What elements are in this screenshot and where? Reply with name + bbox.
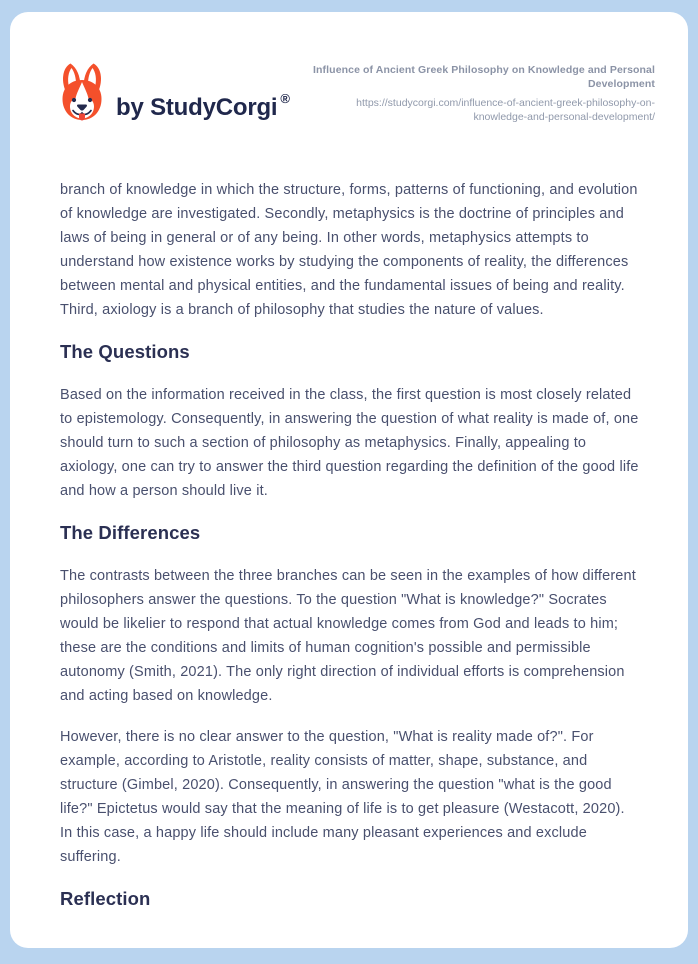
paragraph-branches-of-philosophy: branch of knowledge in which the structure, forms, patterns of functioning, and evolution of knowledge are investigated. Secondly, metaphysics is the doctrine of principles and laws of being in general or of any being. In other words, metaphysics attempts to understand how existence works by studying the components of reality, the differences between mental and physical entities, and the fundamental issues of being and reality. Third, axiology is a branch of philosophy that studies the nature of values. [60, 182, 638, 318]
document-card [10, 12, 688, 948]
registered-trademark-icon: ® [280, 91, 290, 106]
document-url-link[interactable]: https://studycorgi.com/influence-of-ancient-greek-philosophy-on-knowledge-and-personal-development/ [356, 96, 655, 123]
essay-content [10, 124, 688, 912]
brand-name: by StudyCorgi [116, 94, 278, 121]
document-header [10, 12, 688, 124]
paragraph-the-questions: Based on the information received in the class, the first question is most closely related to epistemology. Consequently, in answering the question of what reality is made of, one should turn to such a section of philosophy as metaphysics. Finally, appealing to axiology, one can try to answer the third question regarding the definition of the good life and how a person should live it. [60, 387, 639, 499]
studycorgi-logo [57, 62, 290, 124]
document-meta [303, 63, 655, 124]
heading-reflection: Reflection [60, 888, 151, 909]
heading-the-differences: The Differences [60, 522, 201, 543]
paragraph-the-differences-1: The contrasts between the three branches can be seen in the examples of how different philosophers answer the questions. To the question "What is knowledge?" Socrates would be likelier to respond that actual knowledge comes from God and leads to him; these are the conditions and limits of human cognition's possible and permissible autonomy (Smith, 2021). The only right direction of individual efforts is comprehension and acting based on knowledge. [60, 568, 636, 704]
document-title: Influence of Ancient Greek Philosophy on Knowledge and Personal Development [313, 63, 655, 90]
heading-the-questions: The Questions [60, 341, 190, 362]
corgi-logo-icon [57, 62, 107, 124]
paragraph-the-differences-2: However, there is no clear answer to the question, "What is reality made of?". For example, according to Aristotle, reality consists of matter, shape, substance, and structure (Gimbel, 2020). Consequently, in answering the question "what is the good life?" Epictetus would say that the meaning of life is to get pleasure (Westacott, 2020). In this case, a happy life should include many pleasant experiences and exclude suffering. [60, 729, 625, 865]
